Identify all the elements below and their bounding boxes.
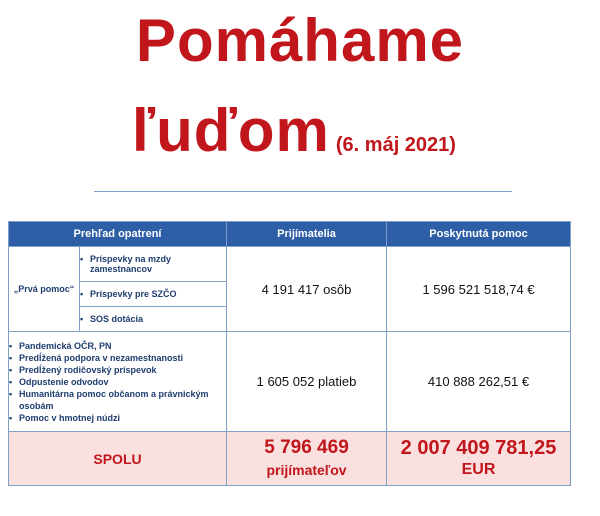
- total-aid: [387, 432, 571, 486]
- date-label: (6. máj 2021): [335, 134, 456, 156]
- table-header-row: [9, 222, 571, 247]
- table-row-total: [9, 432, 571, 486]
- header-measures: Prehľad opatrení: [9, 222, 227, 247]
- list-item: • Predĺžený rodičovský príspevok: [9, 364, 157, 375]
- divider-line: [94, 191, 512, 192]
- header-recipients: Prijímatelia: [227, 222, 387, 247]
- other-amount: 410 888 262,51 €: [387, 332, 571, 432]
- other-recipients: 1 605 052 platieb: [227, 332, 387, 432]
- measures-table: [8, 221, 571, 486]
- list-item: • Odpustenie odvodov: [9, 376, 109, 387]
- title-line-1: Pomáhame: [135, 7, 465, 74]
- header-aid: Poskytnutá pomoc: [387, 222, 571, 247]
- list-item: • Humanitárna pomoc občanom a právnickým osobám: [9, 388, 209, 411]
- first-aid-amount: 1 596 521 518,74 €: [387, 247, 571, 332]
- list-item: • Príspevky pre SZČO: [80, 282, 227, 307]
- first-aid-cell: [9, 247, 227, 332]
- total-recipients-unit: prijímateľov: [266, 461, 347, 478]
- total-label: SPOLU: [9, 432, 227, 486]
- table-row-other-measures: [9, 332, 571, 432]
- table-row-first-aid: [9, 247, 571, 332]
- total-aid-unit: EUR: [461, 460, 496, 478]
- total-recipients: [227, 432, 387, 486]
- other-measures-cell: [9, 332, 227, 432]
- list-item: • SOS dotácia: [80, 307, 227, 332]
- list-item: • Predĺžená podpora v nezamestnanosti: [9, 352, 184, 363]
- first-aid-recipients: 4 191 417 osôb: [227, 247, 387, 332]
- list-item: • Pomoc v hmotnej núdzi: [9, 412, 121, 423]
- list-item: • Pandemická OČR, PN: [9, 340, 112, 351]
- title-line-2-text: ľuďom: [132, 97, 330, 164]
- title-line-2: [132, 96, 456, 180]
- total-aid-number: 2 007 409 781,25: [400, 436, 557, 459]
- first-aid-label: „Prvá pomoc“: [9, 247, 80, 331]
- list-item: • Príspevky na mzdy zamestnancov: [80, 254, 172, 274]
- total-recipients-number: 5 796 469: [264, 436, 349, 458]
